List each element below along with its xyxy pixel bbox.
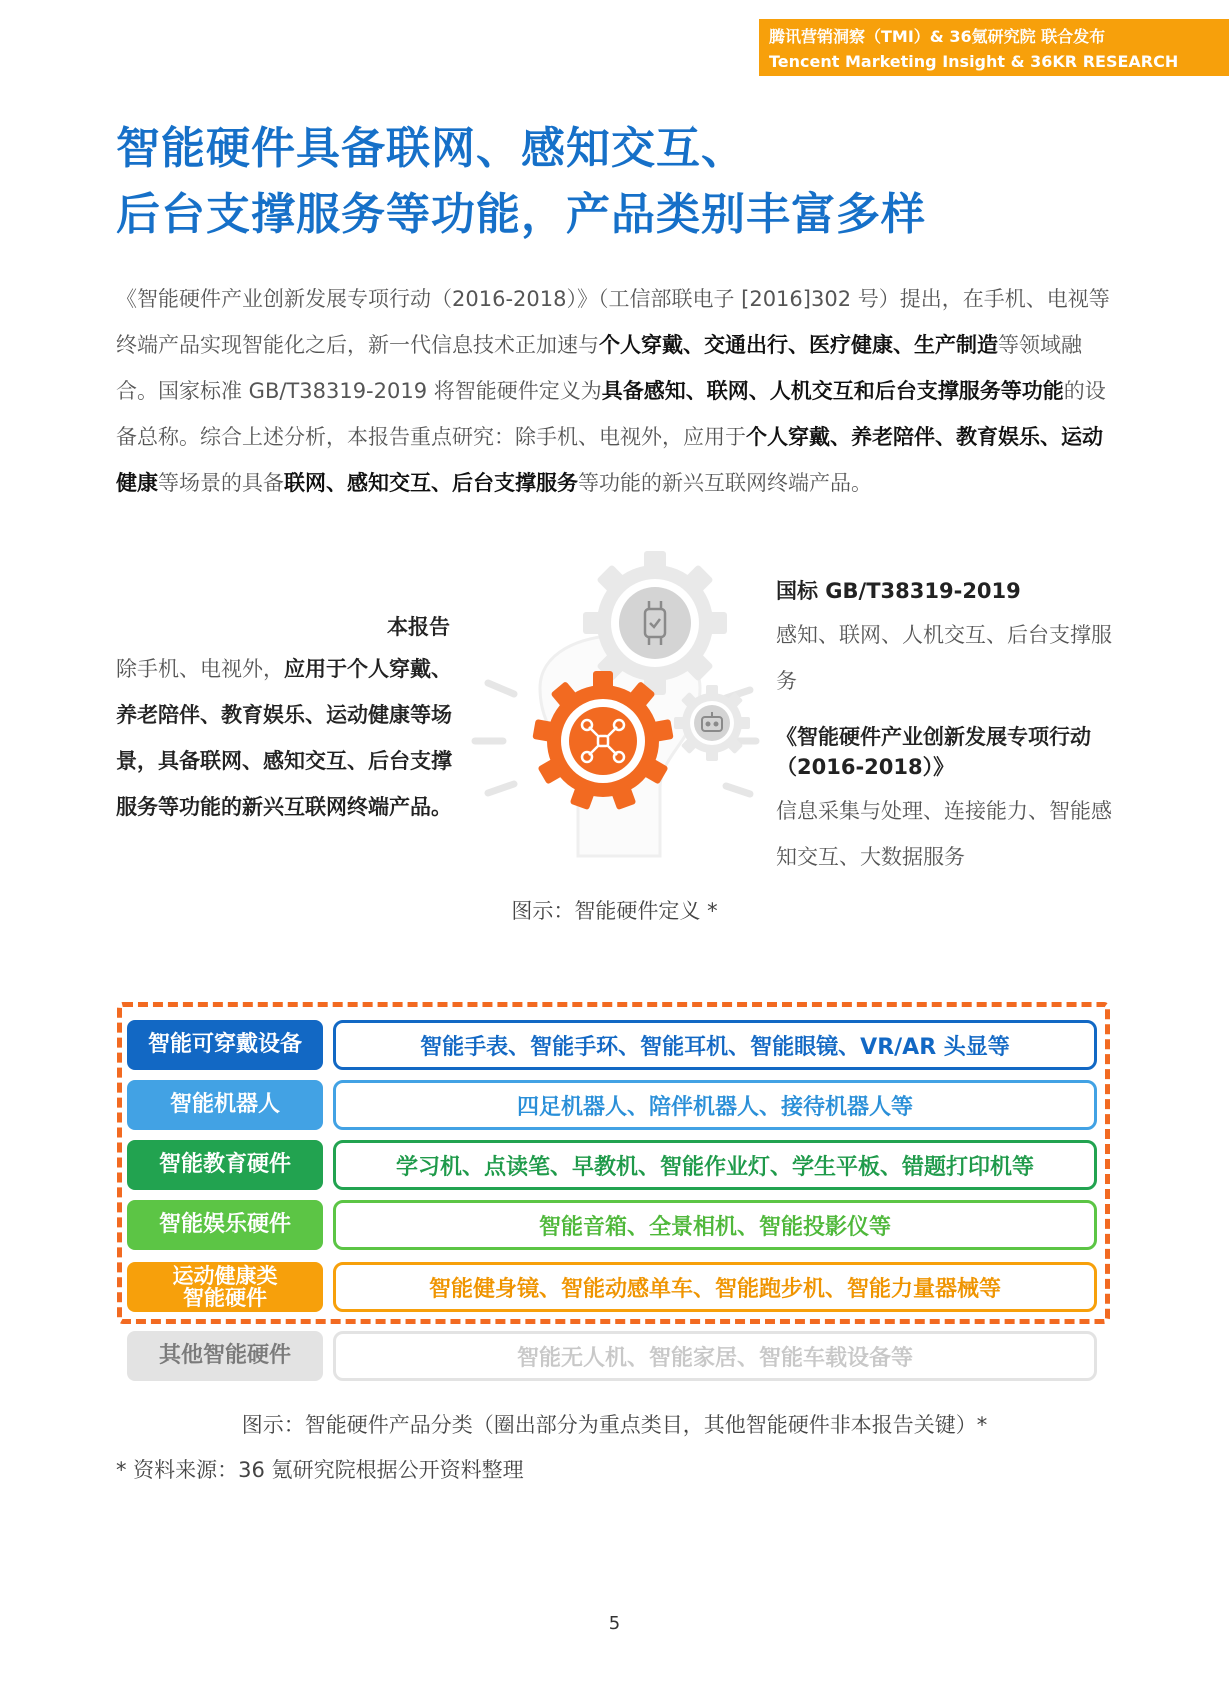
category-items: 四足机器人、陪伴机器人、接待机器人等 [333, 1080, 1097, 1130]
intro-text-5: 等功能的新兴互联网终端产品。 [578, 471, 872, 495]
category-label: 智能可穿戴设备 [127, 1020, 323, 1070]
intro-bold-1: 个人穿戴、交通出行、医疗健康、生产制造 [599, 333, 998, 357]
page-title [116, 116, 926, 248]
intro-text-4: 等场景的具备 [158, 471, 284, 495]
intro-paragraph [116, 276, 1116, 506]
category-label: 智能娱乐硬件 [127, 1200, 323, 1250]
report-definition-bold: 应用于个人穿戴、养老陪伴、教育娱乐、运动健康等场景，具备联网、感知交互、后台支撑服务等功能的新兴互联网终端产品。 [116, 657, 452, 819]
category-items: 智能健身镜、智能动感单车、智能跑步机、智能力量器械等 [333, 1262, 1097, 1312]
category-row [127, 1020, 1097, 1070]
category-items: 学习机、点读笔、早教机、智能作业灯、学生平板、错题打印机等 [333, 1140, 1097, 1190]
small-gray-gear [674, 685, 750, 761]
national-standard-desc: 感知、联网、人机交互、后台支撑服务 [776, 623, 1112, 693]
standards-definitions [776, 576, 1121, 880]
gear-lightbulb-illustration [470, 548, 760, 868]
category-label: 智能机器人 [127, 1080, 323, 1130]
intro-text-1: 《智能硬件产业创新发展专项行动（2016-2018）》（工信部联电子 [2016]302 号）提出，在手机、电视等终端产品实现智能化之后，新一代信息技术正加速与 [116, 287, 1110, 357]
intro-bold-3: 个人穿戴、养老陪伴、教育娱乐、运动健康 [116, 425, 1103, 495]
publisher-badge [759, 19, 1229, 76]
publisher-line-en: Tencent Marketing Insight & 36KR RESEARCH [769, 52, 1179, 71]
title-line-1: 智能硬件具备联网、感知交互、 [116, 123, 746, 174]
report-definition-body [116, 646, 456, 830]
definition-caption: 图示：智能硬件定义 * [511, 899, 718, 923]
action-plan-title: 《智能硬件产业创新发展专项行动（2016-2018）》 [776, 725, 1091, 779]
title-line-2: 后台支撑服务等功能，产品类别丰富多样 [116, 189, 926, 240]
category-row [127, 1331, 1097, 1381]
national-standard-title: 国标 GB/T38319-2019 [776, 579, 1021, 603]
category-items: 智能手表、智能手环、智能耳机、智能眼镜、VR/AR 头显等 [333, 1020, 1097, 1070]
categories-caption: 图示：智能硬件产品分类（圈出部分为重点类目，其他智能硬件非本报告关键）* [241, 1413, 988, 1437]
report-definition [116, 612, 456, 830]
source-note: * 资料来源：36 氪研究院根据公开资料整理 [116, 1458, 524, 1482]
category-items: 智能无人机、智能家居、智能车载设备等 [333, 1331, 1097, 1381]
category-label: 其他智能硬件 [127, 1331, 323, 1381]
intro-bold-2: 具备感知、联网、人机交互和后台支撑服务等功能 [601, 379, 1064, 403]
category-label: 智能教育硬件 [127, 1140, 323, 1190]
report-definition-heading: 本报告 [387, 615, 450, 639]
category-row [127, 1140, 1097, 1190]
intro-text-2: 等领域融合。国家标准 GB/T38319-2019 将智能硬件定义为 [116, 333, 1082, 403]
intro-bold-4: 联网、感知交互、后台支撑服务 [284, 471, 578, 495]
category-row [127, 1200, 1097, 1250]
category-row [127, 1262, 1097, 1312]
category-items: 智能音箱、全景相机、智能投影仪等 [333, 1200, 1097, 1250]
action-plan-desc: 信息采集与处理、连接能力、智能感知交互、大数据服务 [776, 799, 1112, 869]
publisher-line-cn: 腾讯营销洞察（TMI）& 36氪研究院 联合发布 [769, 27, 1106, 46]
report-definition-plain: 除手机、电视外， [116, 657, 284, 681]
category-row [127, 1080, 1097, 1130]
category-label: 运动健康类智能硬件 [127, 1262, 323, 1312]
intro-text-3: 的设备总称。综合上述分析，本报告重点研究：除手机、电视外，应用于 [116, 379, 1106, 449]
page-number: 5 [608, 1613, 621, 1634]
